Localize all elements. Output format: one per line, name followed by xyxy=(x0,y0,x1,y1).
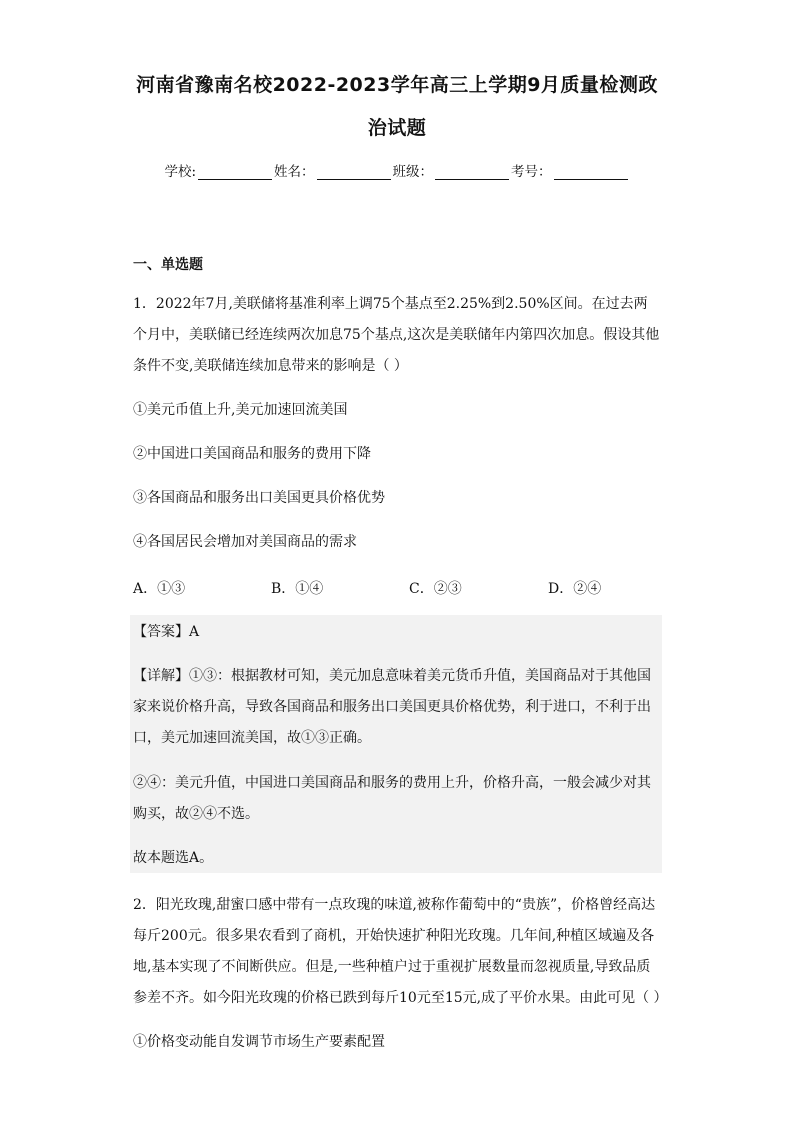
student-info-row xyxy=(0,160,794,180)
q2-item-1: ①价格变动能自发调节市场生产要素配置 xyxy=(133,1034,385,1050)
section-title: 一、单选题 xyxy=(133,257,203,273)
name-label: 姓名： xyxy=(274,164,315,180)
q1-detail-2: ②④：美元升值，中国进口美国商品和服务的费用上升，价格升高，一般会减少对其购买，故②④不选。 xyxy=(133,775,651,822)
class-blank xyxy=(435,165,509,180)
q1-item-2: ②中国进口美国商品和服务的费用下降 xyxy=(133,446,371,462)
q1-item-1: ①美元币值上升,美元加速回流美国 xyxy=(133,402,348,418)
q1-option-b: B．①④ xyxy=(271,581,324,597)
name-blank xyxy=(317,165,391,180)
q1-option-c: C．②③ xyxy=(409,581,462,597)
document-title-line1: 河南省豫南名校2022-2023学年高三上学期9月质量检测政 xyxy=(136,74,658,96)
q1-item-4: ④各国居民会增加对美国商品的需求 xyxy=(133,534,357,550)
q2-stem: 2．阳光玫瑰,甜蜜口感中带有一点玫瑰的味道,被称作葡萄中的“贵族”，价格曾经高达每斤200元。很多果农看到了商机，开始快速扩种阳光玫瑰。几年间,种植区域遍及各地,基本实现了不间断供应。但是,一些种植户过于重视扩展数量而忽视质量,导致品质参差不齐。如今阳光玫瑰的价格已跌到每斤10元至15元,成了平价水果。由此可见（ ） xyxy=(133,897,668,1006)
school-blank xyxy=(198,165,272,180)
class-label: 班级： xyxy=(392,164,434,180)
q1-option-a: A．①③ xyxy=(133,581,186,597)
id-label: 考号： xyxy=(511,164,552,180)
q1-stem: 1．2022年7月,美联储将基准利率上调75个基点至2.25%到2.50%区间。在过去两个月中，美联储已经连续两次加息75个基点,这次是美联储年内第四次加息。假设其他条件不变,美联储连续加息带来的影响是（ ） xyxy=(133,296,660,374)
id-blank xyxy=(554,165,628,180)
document-title-line2: 治试题 xyxy=(367,117,427,139)
q1-item-3: ③各国商品和服务出口美国更具价格优势 xyxy=(133,490,385,506)
school-label: 学校: xyxy=(164,164,197,180)
q1-option-d: D．②④ xyxy=(548,581,602,597)
q1-answer: 【答案】A xyxy=(133,624,200,640)
q1-detail-1: 【详解】①③：根据教材可知，美元加息意味着美元货币升值，美国商品对于其他国家来说价格升高，导致各国商品和服务出口美国更具价格优势，利于进口，不利于出口，美元加速回流美国，故①③正确。 xyxy=(133,668,651,746)
q1-conclusion: 故本题选A。 xyxy=(133,850,214,866)
